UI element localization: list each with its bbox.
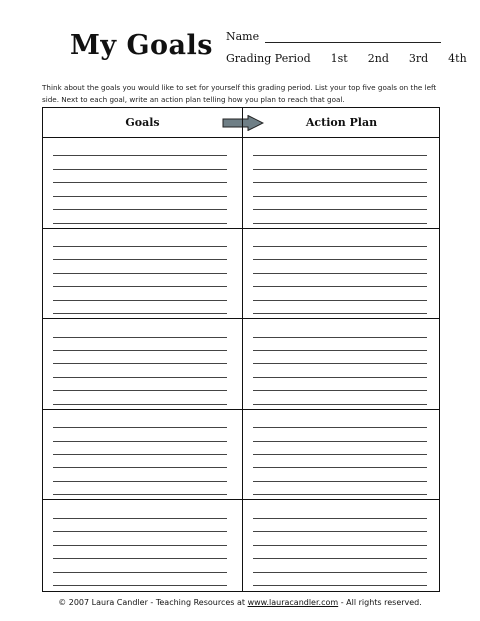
row-divider bbox=[43, 409, 439, 410]
action-writing-line[interactable] bbox=[253, 273, 427, 274]
footer-rights: - All rights reserved. bbox=[338, 598, 422, 607]
action-writing-line[interactable] bbox=[253, 427, 427, 428]
right-arrow-icon bbox=[222, 115, 264, 131]
goal-writing-line[interactable] bbox=[53, 259, 227, 260]
action-writing-line[interactable] bbox=[253, 169, 427, 170]
goal-writing-line[interactable] bbox=[53, 209, 227, 210]
action-writing-line[interactable] bbox=[253, 350, 427, 351]
footer-link[interactable]: www.lauracandler.com bbox=[247, 598, 339, 607]
goal-writing-line[interactable] bbox=[53, 363, 227, 364]
action-writing-line[interactable] bbox=[253, 300, 427, 301]
period-option-4th[interactable]: 4th bbox=[448, 52, 467, 65]
goal-writing-line[interactable] bbox=[53, 246, 227, 247]
row-divider bbox=[43, 499, 439, 500]
goal-writing-line[interactable] bbox=[53, 313, 227, 314]
action-writing-line[interactable] bbox=[253, 313, 427, 314]
column-divider bbox=[242, 108, 243, 591]
goal-writing-line[interactable] bbox=[53, 572, 227, 573]
goal-writing-line[interactable] bbox=[53, 390, 227, 391]
action-writing-line[interactable] bbox=[253, 196, 427, 197]
row-divider bbox=[43, 137, 439, 138]
goal-writing-line[interactable] bbox=[53, 481, 227, 482]
goal-writing-line[interactable] bbox=[53, 467, 227, 468]
row-divider bbox=[43, 228, 439, 229]
row-divider bbox=[43, 318, 439, 319]
action-plan-column-header: Action Plan bbox=[305, 116, 378, 129]
goals-column-header: Goals bbox=[125, 116, 160, 129]
action-writing-line[interactable] bbox=[253, 518, 427, 519]
name-label: Name bbox=[226, 30, 260, 43]
action-writing-line[interactable] bbox=[253, 531, 427, 532]
action-writing-line[interactable] bbox=[253, 494, 427, 495]
goal-writing-line[interactable] bbox=[53, 531, 227, 532]
action-writing-line[interactable] bbox=[253, 454, 427, 455]
goal-writing-line[interactable] bbox=[53, 223, 227, 224]
footer-copyright: © 2007 Laura Candler - Teaching Resources at bbox=[58, 598, 248, 607]
action-writing-line[interactable] bbox=[253, 558, 427, 559]
goal-writing-line[interactable] bbox=[53, 377, 227, 378]
action-writing-line[interactable] bbox=[253, 286, 427, 287]
goal-writing-line[interactable] bbox=[53, 427, 227, 428]
page-title: My Goals bbox=[70, 30, 213, 61]
goal-writing-line[interactable] bbox=[53, 300, 227, 301]
goal-writing-line[interactable] bbox=[53, 558, 227, 559]
action-writing-line[interactable] bbox=[253, 467, 427, 468]
action-writing-line[interactable] bbox=[253, 259, 427, 260]
goal-writing-line[interactable] bbox=[53, 518, 227, 519]
action-writing-line[interactable] bbox=[253, 246, 427, 247]
goal-writing-line[interactable] bbox=[53, 454, 227, 455]
goal-writing-line[interactable] bbox=[53, 494, 227, 495]
action-writing-line[interactable] bbox=[253, 155, 427, 156]
action-writing-line[interactable] bbox=[253, 223, 427, 224]
instructions: Think about the goals you would like to set for yourself this grading period. List your top five goals on the left side. Next to each goal, write an action plan telling how you plan to reach that goal. bbox=[42, 83, 437, 104]
period-option-3rd[interactable]: 3rd bbox=[408, 52, 429, 65]
period-option-2nd[interactable]: 2nd bbox=[367, 52, 389, 65]
goal-writing-line[interactable] bbox=[53, 196, 227, 197]
goal-writing-line[interactable] bbox=[53, 441, 227, 442]
period-option-1st[interactable]: 1st bbox=[330, 52, 348, 65]
action-writing-line[interactable] bbox=[253, 182, 427, 183]
goal-writing-line[interactable] bbox=[53, 169, 227, 170]
action-writing-line[interactable] bbox=[253, 585, 427, 586]
goal-writing-line[interactable] bbox=[53, 404, 227, 405]
goal-writing-line[interactable] bbox=[53, 273, 227, 274]
action-writing-line[interactable] bbox=[253, 404, 427, 405]
goal-writing-line[interactable] bbox=[53, 585, 227, 586]
goal-writing-line[interactable] bbox=[53, 545, 227, 546]
action-writing-line[interactable] bbox=[253, 545, 427, 546]
action-writing-line[interactable] bbox=[253, 377, 427, 378]
goal-writing-line[interactable] bbox=[53, 350, 227, 351]
name-field[interactable] bbox=[265, 31, 441, 43]
goal-writing-line[interactable] bbox=[53, 182, 227, 183]
action-writing-line[interactable] bbox=[253, 209, 427, 210]
action-writing-line[interactable] bbox=[253, 572, 427, 573]
action-writing-line[interactable] bbox=[253, 481, 427, 482]
goal-writing-line[interactable] bbox=[53, 155, 227, 156]
goal-writing-line[interactable] bbox=[53, 286, 227, 287]
goals-table bbox=[42, 107, 440, 592]
action-writing-line[interactable] bbox=[253, 390, 427, 391]
grading-period-row bbox=[226, 52, 467, 65]
footer bbox=[0, 598, 480, 607]
action-writing-line[interactable] bbox=[253, 441, 427, 442]
action-writing-line[interactable] bbox=[253, 363, 427, 364]
action-writing-line[interactable] bbox=[253, 337, 427, 338]
name-row bbox=[226, 30, 441, 43]
goal-writing-line[interactable] bbox=[53, 337, 227, 338]
grading-period-label: Grading Period bbox=[226, 52, 311, 65]
